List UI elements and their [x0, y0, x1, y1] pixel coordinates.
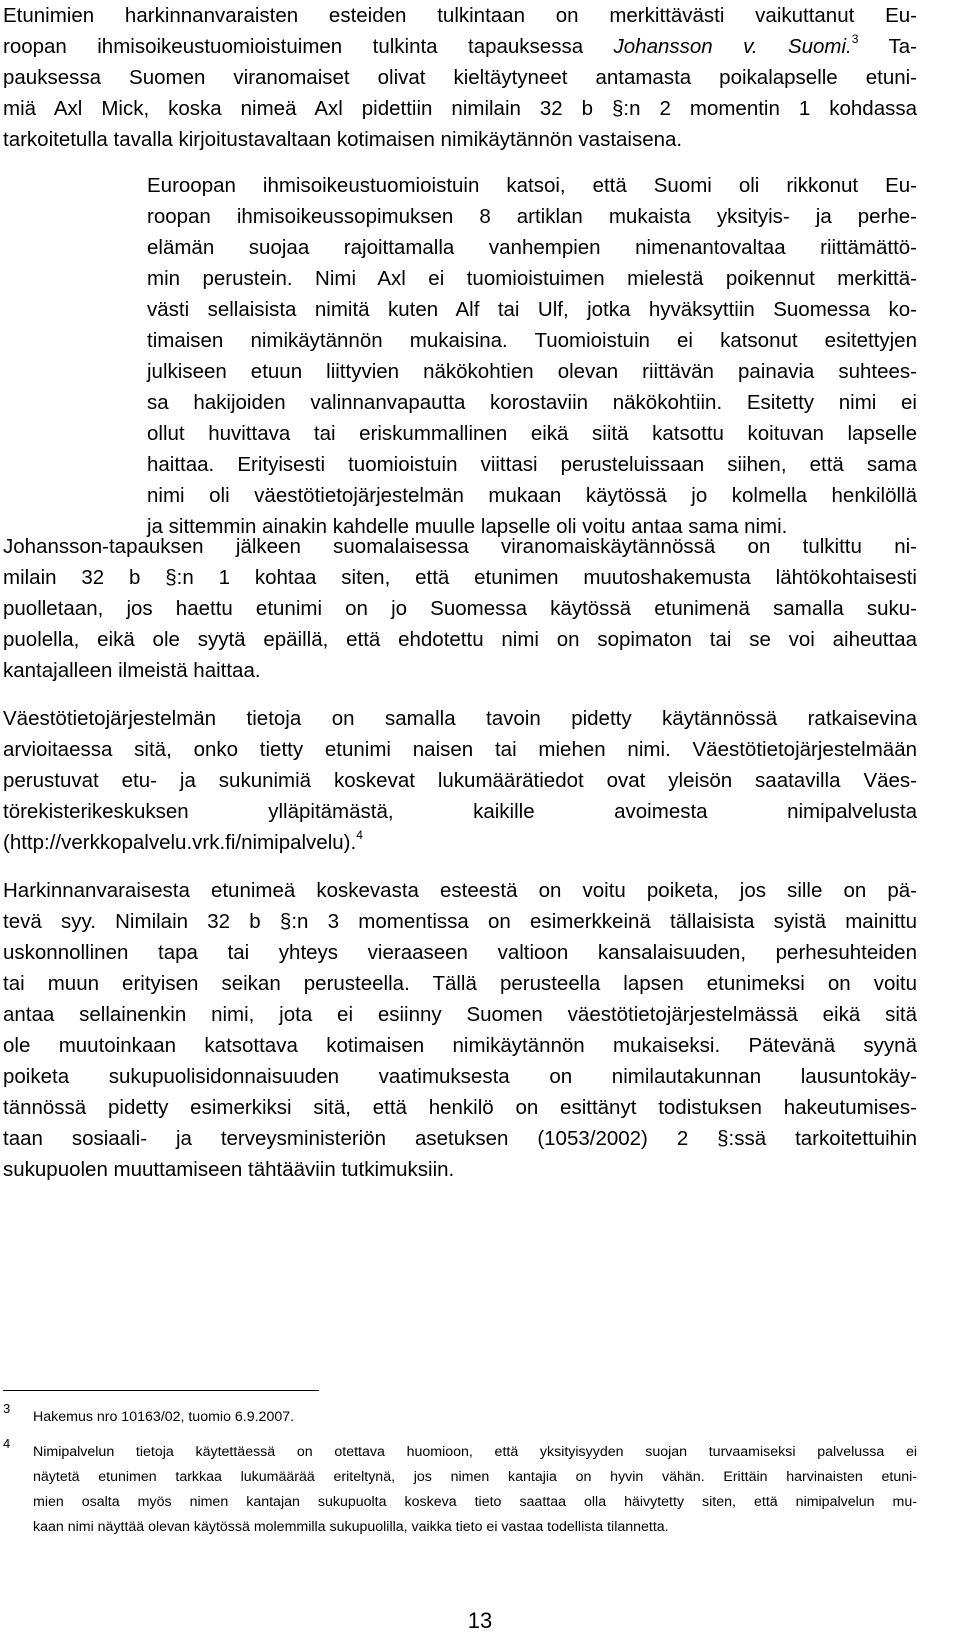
footnote-text: Nimipalvelun tietoja käytettäessä on otettava huomioon, että yksityisyyden suojan turvaamiseksi palvelussa ei	[33, 1444, 917, 1460]
footnote-text: näytetä etunimen tarkkaa lukumäärää eriteltynä, jos nimen kantajia on hyvin vähän. Erittäin harvinaisten etuni-	[33, 1469, 917, 1485]
paragraph-4	[3, 875, 917, 1185]
footnote-text: mien osalta myös nimen kantajan sukupuolta koskeva tieto saattaa olla häivytetty siten, että nimipalvelun mu-	[33, 1494, 917, 1510]
text-line: uskonnollinen tapa tai yhteys vieraaseen valtioon kansalaisuuden, perhesuhteiden	[3, 941, 917, 964]
text-line: antaa sellainenkin nimi, jota ei esiinny Suomen väestötietojärjestelmässä eikä sitä	[3, 1003, 917, 1026]
footnote-divider	[3, 1390, 319, 1391]
text-line: julkiseen etuun liittyvien näkökohtien olevan riittävän painavia suhtees-	[147, 360, 917, 383]
text-line: puolletaan, jos haettu etunimi on jo Suomessa käytössä etunimenä samalla suku-	[3, 597, 917, 620]
text-line: arvioitaessa sitä, onko tietty etunimi naisen tai miehen nimi. Väestötietojärjestelmään	[3, 738, 917, 761]
text-line: sa hakijoiden valinnanvapautta korostaviin näkökohtiin. Esitetty nimi ei	[147, 391, 917, 414]
page-number: 13	[467, 1608, 493, 1633]
text-line: roopan ihmisoikeussopimuksen 8 artiklan mukaista yksityis- ja perhe-	[147, 205, 917, 228]
footnote-ref-4[interactable]: 4	[356, 828, 363, 842]
text-line: min perustein. Nimi Axl ei tuomioistuimen mielestä poikennut merkittä-	[147, 267, 917, 290]
text-line: Etunimien harkinnanvaraisten esteiden tulkintaan on merkittävästi vaikuttanut Eu-	[3, 4, 917, 27]
text-line: västi sellaisista nimitä kuten Alf tai Ulf, jotka hyväksyttiin Suomessa ko-	[147, 298, 917, 321]
footnote-4	[3, 1436, 917, 1540]
text-line: Johansson-tapauksen jälkeen suomalaisessa viranomaiskäytännössä on tulkittu ni-	[3, 535, 917, 558]
text-segment: Ta-	[858, 35, 917, 58]
text-line: ole muutoinkaan katsottava kotimaisen nimikäytännön mukaiseksi. Pätevänä syynä	[3, 1034, 917, 1057]
text-line	[3, 827, 917, 858]
text-line: tarkoitetulla tavalla kirjoitustavaltaan kotimaisen nimikäytännön vastaisena.	[3, 128, 683, 151]
text-line: Euroopan ihmisoikeustuomioistuin katsoi, että Suomi oli rikkonut Eu-	[147, 174, 917, 197]
text-line: Väestötietojärjestelmän tietoja on samalla tavoin pidetty käytännössä ratkaisevina	[3, 707, 917, 730]
paragraph-3	[3, 703, 917, 858]
text-line: timaisen nimikäytännön mukaisina. Tuomioistuin ei katsonut esitettyjen	[147, 329, 917, 352]
case-name: Johansson v. Suomi.	[613, 35, 852, 58]
url-text: (http://verkkopalvelu.vrk.fi/nimipalvelu).	[3, 831, 357, 854]
text-segment: roopan ihmisoikeustuomioistuimen tulkinta tapauksessa	[3, 35, 614, 58]
text-line: milain 32 b §:n 1 kohtaa siten, että etunimen muutoshakemusta lähtökohtaisesti	[3, 566, 917, 589]
footnote-ref-3[interactable]: 3	[851, 32, 859, 46]
text-line: kantajalleen ilmeistä haittaa.	[3, 659, 261, 682]
text-line: poiketa sukupuolisidonnaisuuden vaatimuksesta on nimilautakunnan lausuntokäy-	[3, 1065, 917, 1088]
block-quote	[147, 170, 917, 542]
text-line: haittaa. Erityisesti tuomioistuin viittasi perusteluissaan siihen, että sama	[147, 453, 917, 476]
text-line: sukupuolen muuttamiseen tähtääviin tutkimuksiin.	[3, 1158, 455, 1181]
footnote-3	[3, 1401, 917, 1430]
text-line: puolella, eikä ole syytä epäillä, että ehdotettu nimi on sopimaton tai se voi aiheuttaa	[3, 628, 917, 651]
text-line: ollut huvittava tai eriskummallinen eikä siitä katsottu koituvan lapselle	[147, 422, 917, 445]
text-line: tai muun erityisen seikan perusteella. Tällä perusteella lapsen etunimeksi on voitu	[3, 972, 917, 995]
text-line: taan sosiaali- ja terveysministeriön asetuksen (1053/2002) 2 §:ssä tarkoitettuihin	[3, 1127, 917, 1150]
text-line: Harkinnanvaraisesta etunimeä koskevasta esteestä on voitu poiketa, jos sille on pä-	[3, 879, 917, 902]
text-line: tännössä pidetty esimerkiksi sitä, että henkilö on esittänyt todistuksen hakeutumises-	[3, 1096, 917, 1119]
footnote-text: Hakemus nro 10163/02, tuomio 6.9.2007.	[33, 1409, 295, 1425]
text-line	[3, 31, 917, 62]
text-line: miä Axl Mick, koska nimeä Axl pidettiin nimilain 32 b §:n 2 momentin 1 kohdassa	[3, 97, 917, 120]
paragraph-2	[3, 531, 917, 686]
footnote-text: kaan nimi näyttää olevan käytössä molemmilla sukupuolilla, vaikka tieto ei vastaa todellista tilannetta.	[33, 1519, 669, 1535]
text-line: perustuvat etu- ja sukunimiä koskevat lukumäärätiedot ovat yleisön saatavilla Väes-	[3, 769, 917, 792]
text-line: pauksessa Suomen viranomaiset olivat kieltäytyneet antamasta poikalapselle etuni-	[3, 66, 917, 89]
text-line: ja sittemmin ainakin kahdelle muulle lapselle oli voitu antaa sama nimi.	[147, 515, 788, 538]
footnote-number: 3	[3, 1401, 11, 1416]
text-line: nimi oli väestötietojärjestelmän mukaan käytössä jo kolmella henkilöllä	[147, 484, 917, 507]
paragraph-1	[3, 0, 917, 155]
text-line: elämän suojaa rajoittamalla vanhempien nimenantovaltaa riittämättö-	[147, 236, 917, 259]
text-line: törekisterikeskuksen ylläpitämästä, kaikille avoimesta nimipalvelusta	[3, 800, 917, 823]
footnote-number: 4	[3, 1436, 11, 1451]
text-line: tevä syy. Nimilain 32 b §:n 3 momentissa on esimerkkeinä tällaisista syistä mainittu	[3, 910, 917, 933]
